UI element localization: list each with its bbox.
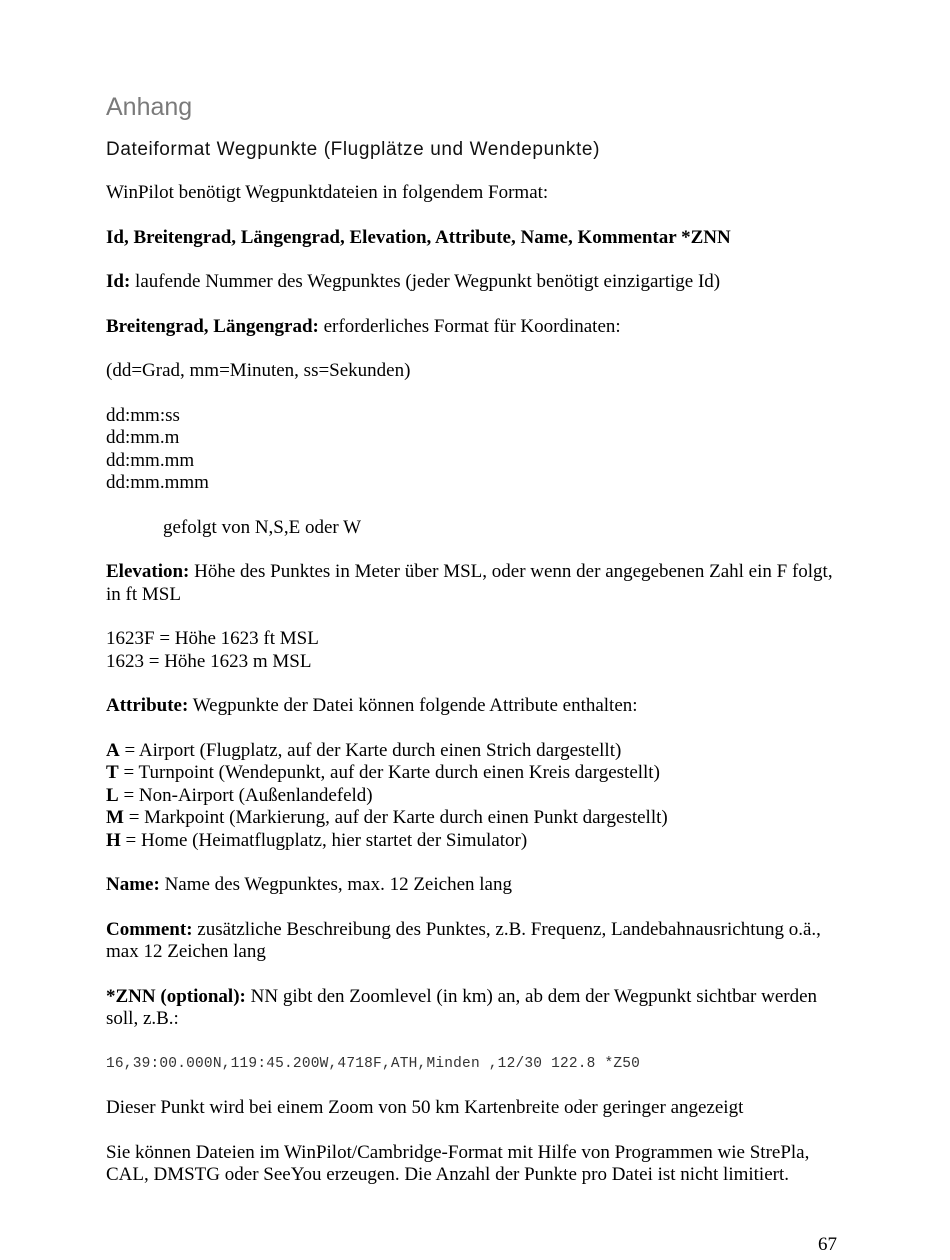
coord-format-item: dd:mm.mmm [106,472,209,493]
attribute-item-text: = Turnpoint (Wendepunkt, auf der Karte durch einen Kreis dargestellt) [118,762,660,783]
attribute-item [106,807,846,830]
znn-text: NN gibt den Zoomlevel (in km) an, ab dem der Wegpunkt sichtbar werden soll, z.B.: [106,985,818,1029]
coords-legend: (dd=Grad, mm=Minuten, ss=Sekunden) [106,360,411,381]
coord-format-list [106,405,846,495]
comment-description [106,919,846,964]
example-code-line: 16,39:00.000N,119:45.200W,4718F,ATH,Minden ,12/30 122.8 *Z50 [106,1055,641,1072]
attribute-item [106,740,846,763]
name-description [106,874,846,897]
znn-description [106,986,846,1031]
name-text: Name des Wegpunktes, max. 12 Zeichen lang [159,874,512,895]
attribute-item [106,785,846,808]
name-label: Name: [106,874,160,895]
page-number: 67 [818,1234,837,1255]
coord-format-item: dd:mm.mm [106,449,195,471]
attribute-item [106,762,846,785]
id-description [106,271,846,294]
attribute-item-text: = Markpoint (Markierung, auf der Karte durch einen Punkt dargestellt) [123,807,668,828]
elevation-examples [106,628,846,673]
coord-format-item: dd:mm:ss [106,404,180,426]
elevation-example: 1623 = Höhe 1623 m MSL [106,650,312,672]
comment-label: Comment: [106,918,193,940]
attribute-key: M [106,807,124,828]
id-text: laufende Nummer des Wegpunktes (jeder Wegpunkt benötigt einzigartige Id) [130,271,721,292]
attribute-item-text: = Home (Heimatflugplatz, hier startet der Simulator) [120,829,528,851]
attribute-item-text: = Airport (Flugplatz, auf der Karte durch einen Strich dargestellt) [119,739,622,761]
elevation-label: Elevation: [106,561,190,582]
id-label: Id: [106,271,131,292]
attribute-label: Attribute: [106,695,189,716]
attribute-item [106,830,846,853]
zoom-note: Dieser Punkt wird bei einem Zoom von 50 km Kartenbreite oder geringer angezeigt [106,1097,744,1118]
coord-format-item: dd:mm.m [106,427,180,448]
comment-text: zusätzliche Beschreibung des Punktes, z.B. Frequenz, Landebahnausrichtung o.ä., max 12 Zeichen lang [106,918,821,962]
coords-description [106,316,846,339]
attribute-key: H [106,829,121,851]
attribute-description [106,695,846,718]
coords-label: Breitengrad, Längengrad: [106,315,319,337]
intro-text: WinPilot benötigt Wegpunktdateien in folgendem Format: [106,182,549,203]
closing-paragraph: Sie können Dateien im WinPilot/Cambridge-Format mit Hilfe von Programmen wie StrePla, CAL, DMSTG oder SeeYou erzeugen. Die Anzahl der Punkte pro Datei ist nicht limitiert. [106,1141,810,1185]
attribute-key: L [106,784,119,806]
attribute-key: A [106,739,120,761]
elevation-example: 1623F = Höhe 1623 ft MSL [106,628,319,649]
coords-text: erforderliches Format für Koordinaten: [318,315,621,337]
elevation-description [106,561,846,606]
znn-label: *ZNN (optional): [106,985,246,1007]
elevation-text: Höhe des Punktes in Meter über MSL, oder wenn der angegebenen Zahl ein F folgt, in ft MSL [106,561,833,605]
attribute-text: Wegpunkte der Datei können folgende Attribute enthalten: [188,695,638,716]
document-page [106,92,846,1209]
section-heading: Anhang [106,93,193,121]
coord-suffix: gefolgt von N,S,E oder W [163,516,362,538]
attribute-list [106,740,846,853]
attribute-key: T [106,762,119,783]
attribute-item-text: = Non-Airport (Außenlandefeld) [118,784,373,806]
format-line: Id, Breitengrad, Längengrad, Elevation, Attribute, Name, Kommentar *ZNN [106,226,731,248]
subsection-heading: Dateiformat Wegpunkte (Flugplätze und Wendepunkte) [106,139,601,160]
